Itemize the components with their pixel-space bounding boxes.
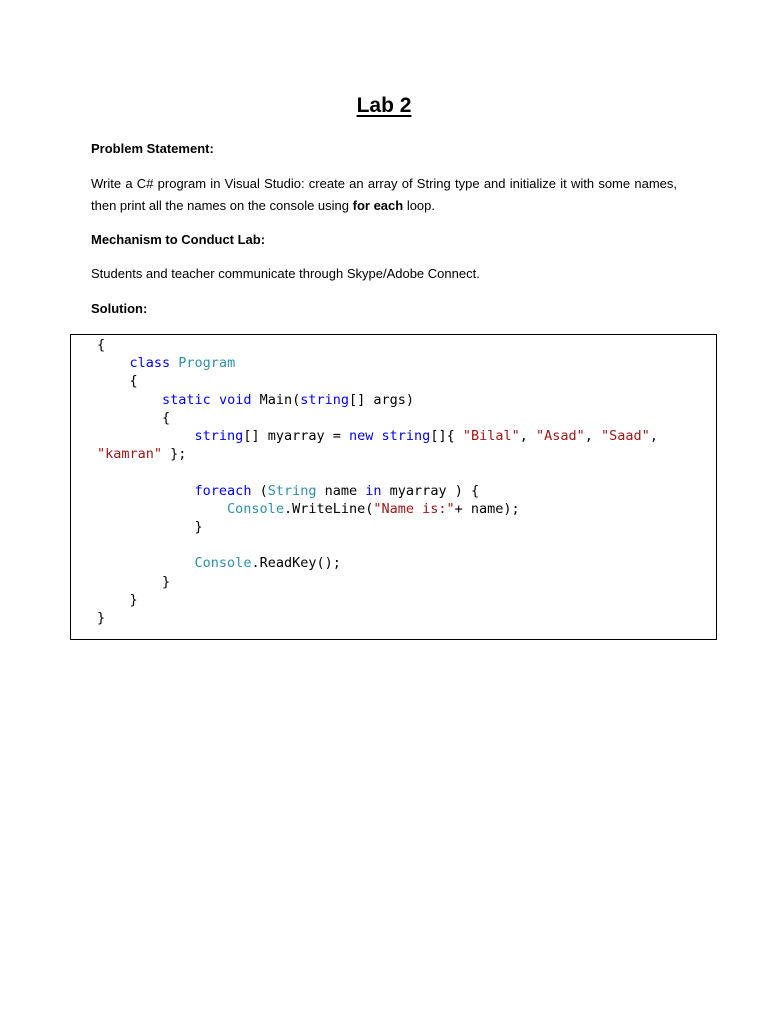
code-block xyxy=(70,334,717,640)
code-keyword-in: in xyxy=(365,482,382,499)
code-brace: } xyxy=(97,610,106,627)
code-brace: { xyxy=(97,337,106,353)
code-keyword-string: string xyxy=(300,391,350,408)
code-type-console: Console xyxy=(194,555,252,572)
code-string-literal: "Bilal" xyxy=(462,428,520,445)
code-keyword-foreach: foreach xyxy=(194,482,252,499)
code-keyword-string: string xyxy=(194,428,244,445)
code-string-literal: "Saad" xyxy=(601,428,650,445)
code-text: ( xyxy=(251,482,268,499)
code-text: myarray ) { xyxy=(381,482,480,499)
problem-statement-heading: Problem Statement: xyxy=(91,141,214,156)
code-brace: { xyxy=(162,409,171,426)
problem-text-part: Write a C# program in Visual Studio: create an array of String type and initialize it with some names, then print all the names on the console using xyxy=(91,176,677,213)
code-text: []{ xyxy=(430,428,463,445)
page-title: Lab 2 xyxy=(356,94,412,117)
problem-text-end: loop. xyxy=(403,198,436,213)
problem-text-bold: for each xyxy=(352,198,404,213)
code-string-literal: "Asad" xyxy=(536,428,585,445)
code-text: + name); xyxy=(454,500,520,517)
code-keyword-string: string xyxy=(381,428,431,445)
code-brace: { xyxy=(129,373,138,390)
code-keyword-new: new xyxy=(349,428,374,445)
code-type-string: String xyxy=(267,482,317,499)
code-string-literal: "Name is:" xyxy=(373,500,455,517)
code-listing xyxy=(97,336,658,627)
problem-statement-text xyxy=(91,173,677,217)
solution-heading: Solution: xyxy=(91,301,148,316)
code-keyword-static: static xyxy=(162,391,211,408)
code-brace: } xyxy=(162,573,171,590)
mechanism-text: Students and teacher communicate through Skype/Adobe Connect. xyxy=(91,266,480,281)
code-brace: } xyxy=(194,519,203,536)
code-text: .ReadKey(); xyxy=(251,555,341,572)
code-text: , xyxy=(649,428,658,445)
code-brace: } xyxy=(129,591,138,608)
code-class-name: Program xyxy=(178,355,236,372)
code-keyword-void: void xyxy=(218,391,252,408)
code-keyword-class: class xyxy=(129,355,171,372)
code-text: [] myarray = xyxy=(243,428,349,445)
code-text: .WriteLine( xyxy=(283,500,374,517)
code-method-name: Main( xyxy=(259,391,301,408)
mechanism-heading: Mechanism to Conduct Lab: xyxy=(91,232,266,247)
code-text: , xyxy=(584,428,602,445)
code-string-literal: "kamran" xyxy=(97,446,163,463)
code-type-console: Console xyxy=(227,500,284,517)
code-text: }; xyxy=(162,446,187,463)
code-text: , xyxy=(519,428,536,445)
code-args: [] args) xyxy=(349,391,415,408)
code-text: name xyxy=(316,482,366,499)
